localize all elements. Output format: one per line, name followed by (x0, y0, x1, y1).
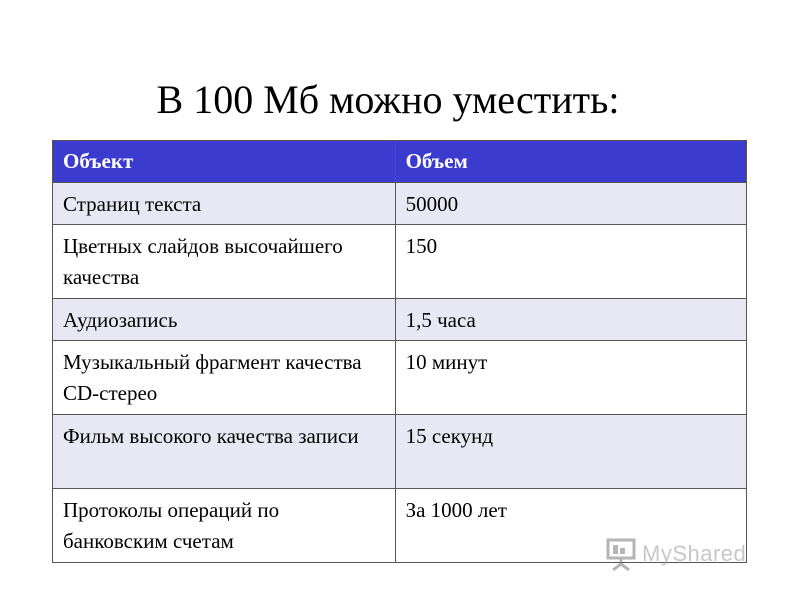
header-object: Объект (53, 141, 396, 183)
presentation-board-icon (606, 537, 636, 571)
table-row (53, 183, 747, 225)
cell-object: Цветных слайдов высочайшего качества (53, 225, 396, 299)
watermark (606, 536, 746, 572)
table-row (53, 341, 747, 415)
cell-volume: 150 (395, 225, 746, 299)
header-volume: Объем (395, 141, 746, 183)
cell-object: Аудиозапись (53, 299, 396, 341)
cell-object: Протоколы операций по банковским счетам (53, 489, 396, 563)
cell-volume: 50000 (395, 183, 746, 225)
table-row (53, 415, 747, 489)
cell-volume: 10 минут (395, 341, 746, 415)
slide-title: В 100 Мб можно уместить: (156, 77, 620, 122)
cell-object: Фильм высокого качества записи (53, 415, 396, 489)
table-row (53, 299, 747, 341)
cell-volume: 1,5 часа (395, 299, 746, 341)
table-row (53, 225, 747, 299)
watermark-text: MyShared (642, 541, 747, 566)
data-table (52, 140, 747, 563)
table-header-row (53, 141, 747, 183)
cell-object: Музыкальный фрагмент качества CD-стерео (53, 341, 396, 415)
cell-object: Страниц текста (53, 183, 396, 225)
cell-volume: За 1000 лет (395, 489, 746, 563)
cell-volume: 15 секунд (395, 415, 746, 489)
